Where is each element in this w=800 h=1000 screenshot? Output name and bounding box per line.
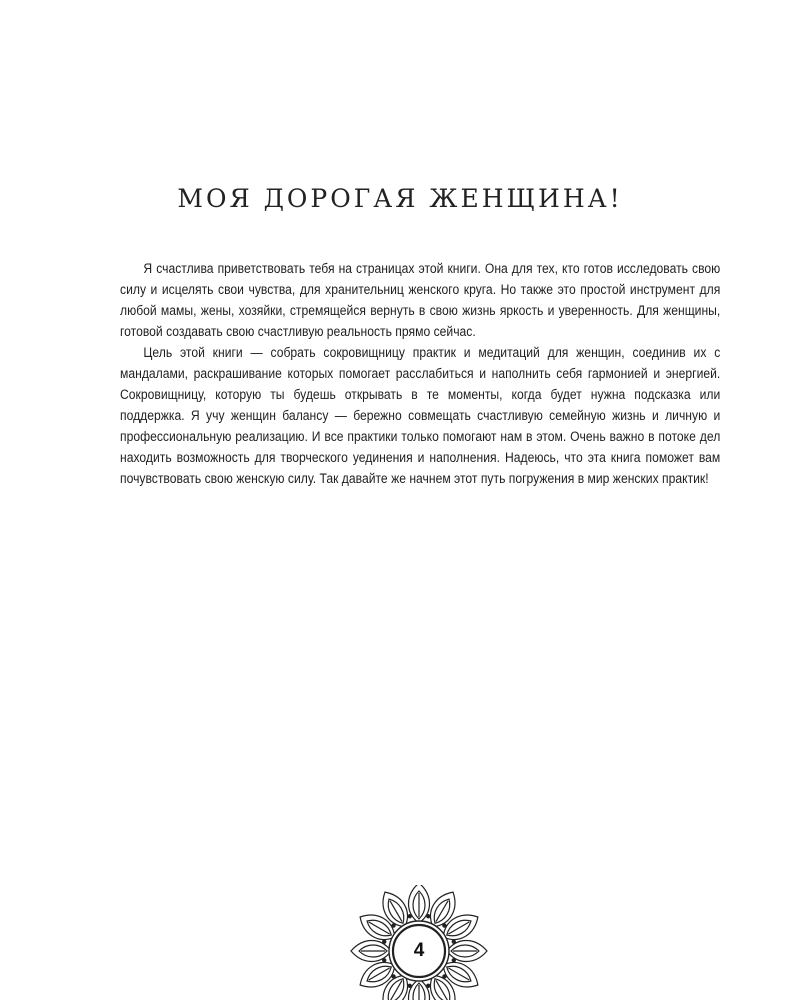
page-title: МОЯ ДОРОГАЯ ЖЕНЩИНА!: [177, 184, 623, 213]
paragraph-2: Цель этой книги — собрать сокровищницу практик и медитаций для женщин, соединив их с мандалами, раскрашивание которых помогает расслабиться и наполнить себя гармонией и энергией. Сокровищницу, которую ты будешь открывать в те моменты, когда будет нужна подсказка или поддержка. Я учу женщин балансу — бережно совмещать счастливую семейную жизнь и личную и профессиональную реализацию. И все практики только помогают нам в этом. Очень важно в потоке дел находить возможность для творческого уединения и наполнения. Надеюсь, что эта книга поможет вам почувствовать свою женскую силу. Так давайте же начнем этот путь погружения в мир женских практик!: [120, 345, 721, 486]
mandala-dot: [452, 958, 456, 962]
mandala-dot: [382, 940, 386, 944]
body-text: [120, 258, 720, 489]
page-number: 4: [413, 940, 425, 961]
paragraph-1: Я счастлива приветствовать тебя на страницах этой книги. Она для тех, кто готов исследовать свою силу и исцелять свои чувства, для хранительниц женского круга. Но также это простой инструмент для любой мамы, жены, хозяйки, стремящейся вернуть в свою жизнь яркость и уверенность. Для женщины, готовой создавать свою счастливую реальность прямо сейчас.: [120, 261, 721, 339]
mandala-dot: [408, 984, 412, 988]
mandala-dot: [426, 914, 430, 918]
mandala-dot: [408, 914, 412, 918]
